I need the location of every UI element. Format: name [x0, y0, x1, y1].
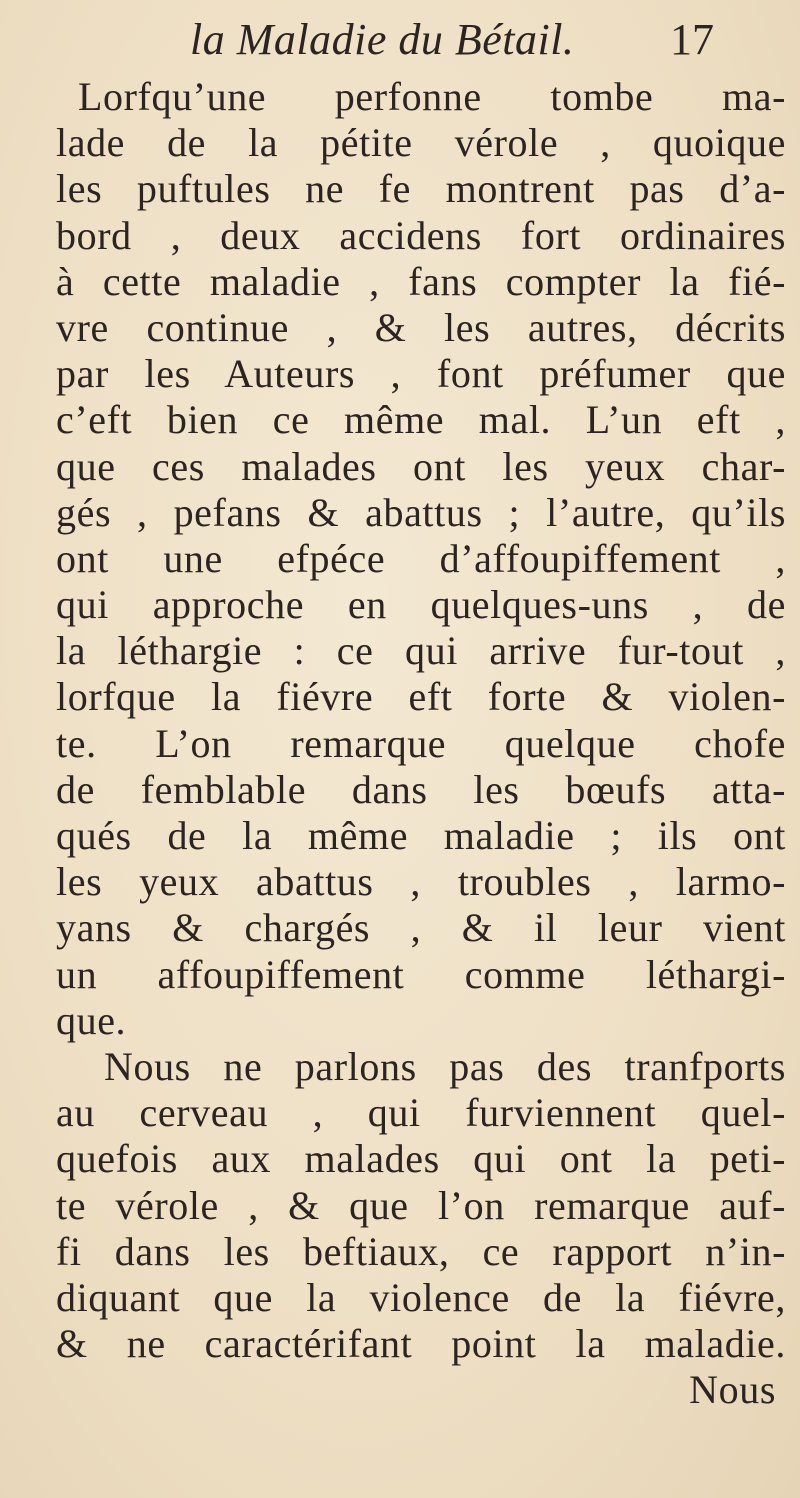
- body-text: [56, 74, 786, 1413]
- text-line: la léthargie : ce qui arrive fur-tout ,: [56, 628, 786, 674]
- text-line: qués de la même maladie ; ils ont: [56, 813, 786, 858]
- text-line: les puftules ne fe montrent pas d’a-: [56, 166, 786, 212]
- text-line: quefois aux malades qui ont la peti-: [56, 1136, 786, 1182]
- text-line: c’eft bien ce même mal. L’un eft ,: [56, 397, 786, 443]
- text-line: Lorfqu’une perfonne tombe ma-: [78, 74, 786, 119]
- text-line: te. L’on remarque quelque chofe: [56, 720, 786, 766]
- page-number: 17: [670, 15, 714, 64]
- text-line: au cerveau , qui furviennent quel-: [56, 1090, 786, 1136]
- text-line: ont une efpéce d’affoupiffement ,: [56, 535, 786, 581]
- text-line: lorfque la fiévre eft forte & violen-: [56, 674, 786, 720]
- text-line: à cette maladie , fans compter la fié-: [56, 258, 786, 304]
- text-line: diquant que la violence de la fiévre,: [56, 1274, 786, 1320]
- text-line: que ces malades ont les yeux char-: [56, 443, 786, 489]
- text-line: fi dans les beftiaux, ce rapport n’in-: [56, 1228, 786, 1274]
- text-line: gés , pefans & abattus ; l’autre, qu’ils: [56, 489, 786, 535]
- text-line: lade de la pétite vérole , quoique: [56, 120, 786, 166]
- text-line: yans & chargés , & il leur vient: [56, 905, 786, 951]
- text-line: qui approche en quelques-uns , de: [56, 582, 786, 628]
- running-title: la Maladie du Bétail.: [190, 15, 575, 64]
- text-line: Nous ne parlons pas des tranfports: [104, 1043, 786, 1089]
- text-line: bord , deux accidens fort ordinaires: [56, 212, 786, 258]
- page-header: [0, 10, 800, 66]
- text-line: & ne caractérifant point la maladie.: [56, 1321, 786, 1367]
- text-line: vre continue , & les autres, décrits: [56, 304, 786, 350]
- catchword: Nous: [689, 1367, 776, 1413]
- text-line: par les Auteurs , font préfumer que: [56, 351, 786, 397]
- text-line: te vérole , & que l’on remarque auf-: [56, 1182, 786, 1228]
- text-line: de femblable dans les bœufs atta-: [56, 766, 786, 812]
- text-line: un affoupiffement comme léthargi-: [56, 951, 786, 997]
- text-line: les yeux abattus , troubles , larmo-: [56, 859, 786, 905]
- text-line: que.: [56, 997, 127, 1043]
